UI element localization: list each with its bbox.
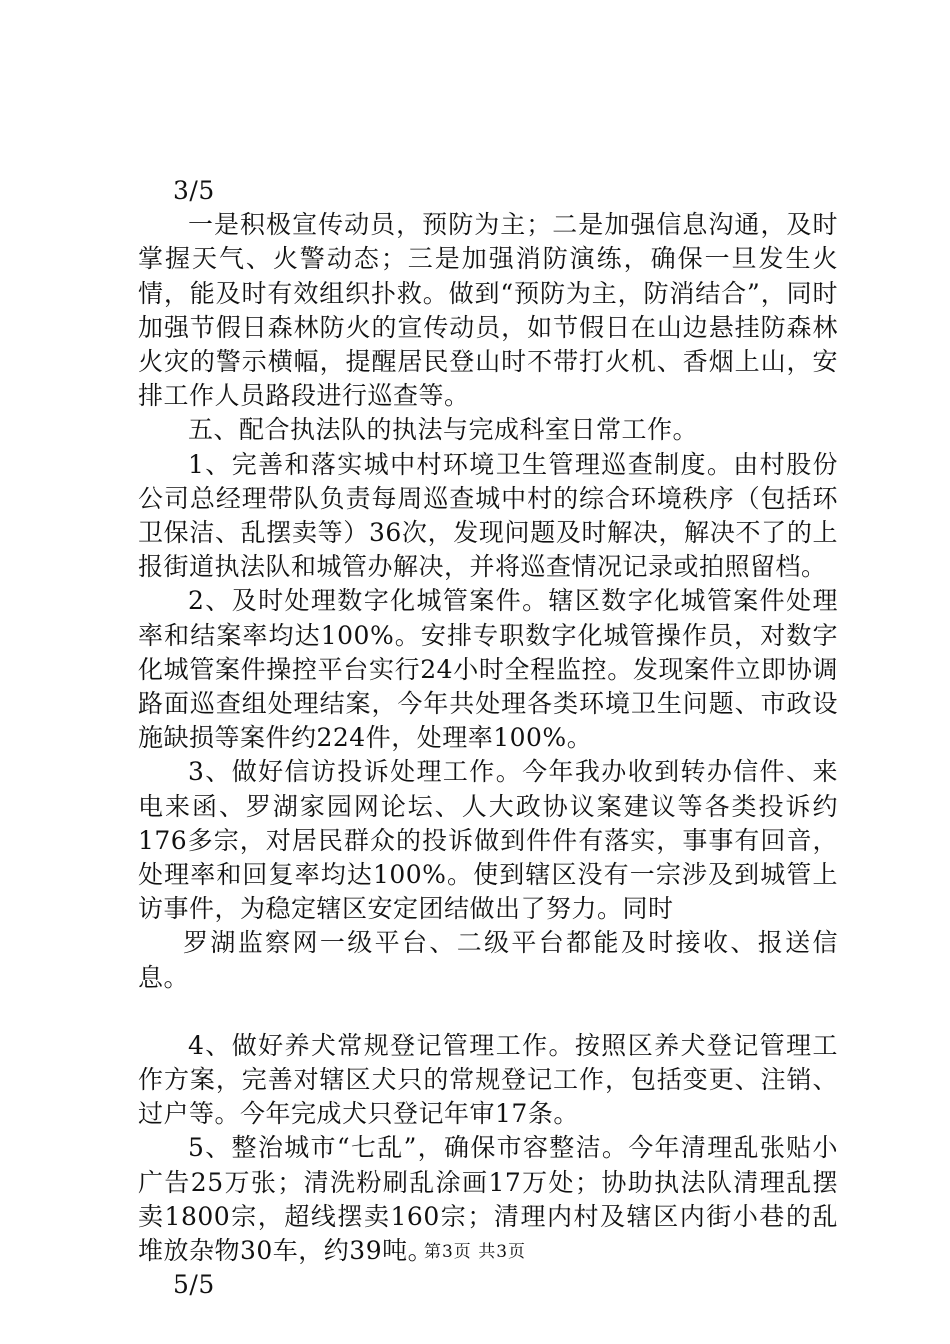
paragraph-item-4: 4、做好养犬常规登记管理工作。按照区养犬登记管理工作方案，完善对辖区犬只的常规登记工作，包括变更、注销、过户等。今年完成犬只登记年审17条。 <box>138 1030 838 1129</box>
document-body <box>138 174 838 1303</box>
page-marker-top: 3/5 <box>173 176 215 205</box>
paragraph-luohu-platform: 罗湖监察网一级平台、二级平台都能及时接收、报送信息。 <box>138 928 838 992</box>
paragraph-item-2: 2、及时处理数字化城管案件。辖区数字化城管案件处理率和结案率均达100%。安排专职数字化城管操作员，对数字化城管案件操控平台实行24小时全程监控。发现案件立即协调路面巡查组处理结案，今年共处理各类环境卫生问题、市政设施缺损等案件约224件，处理率100%。 <box>138 586 838 753</box>
paragraph-item-3: 3、做好信访投诉处理工作。今年我办收到转办信件、来电来函、罗湖家园网论坛、人大政协议案建议等各类投诉约176多宗，对居民群众的投诉做到件件有落实，事事有回音，处理率和回复率均达100%。使到辖区没有一宗涉及到城管上访事件，为稳定辖区安定团结做出了努力。同时 <box>138 757 838 924</box>
blank-line <box>138 995 838 1029</box>
page-footer: 第3页 共3页 <box>423 1242 527 1262</box>
page-marker-bottom: 5/5 <box>173 1270 215 1300</box>
paragraph-item-1: 1、完善和落实城中村环境卫生管理巡查制度。由村股份公司总经理带队负责每周巡查城中村的综合环境秩序（包括环卫保洁、乱摆卖等）36次，发现问题及时解决，解决不了的上报街道执法队和城管办解决，并将巡查情况记录或拍照留档。 <box>138 449 838 582</box>
paragraph-fire-prevention: 一是积极宣传动员，预防为主；二是加强信息沟通，及时掌握天气、火警动态；三是加强消防演练，确保一旦发生火情，能及时有效组织扑救。做到“预防为主，防消结合”，同时加强节假日森林防火的宣传动员，如节假日在山边悬挂防森林火灾的警示横幅，提醒居民登山时不带打火机、香烟上山，安排工作人员路段进行巡查等。 <box>138 210 838 411</box>
section-heading-five: 五、配合执法队的执法与完成科室日常工作。 <box>188 415 699 445</box>
paragraph-item-5: 5、整治城市“七乱”，确保市容整洁。今年清理乱张贴小广告25万张；清洗粉刷乱涂画17万处；协助执法队清理乱摆卖1800宗，超线摆卖160宗；清理内村及辖区内街小巷的乱堆放杂物30车，约39吨。 <box>138 1133 838 1266</box>
